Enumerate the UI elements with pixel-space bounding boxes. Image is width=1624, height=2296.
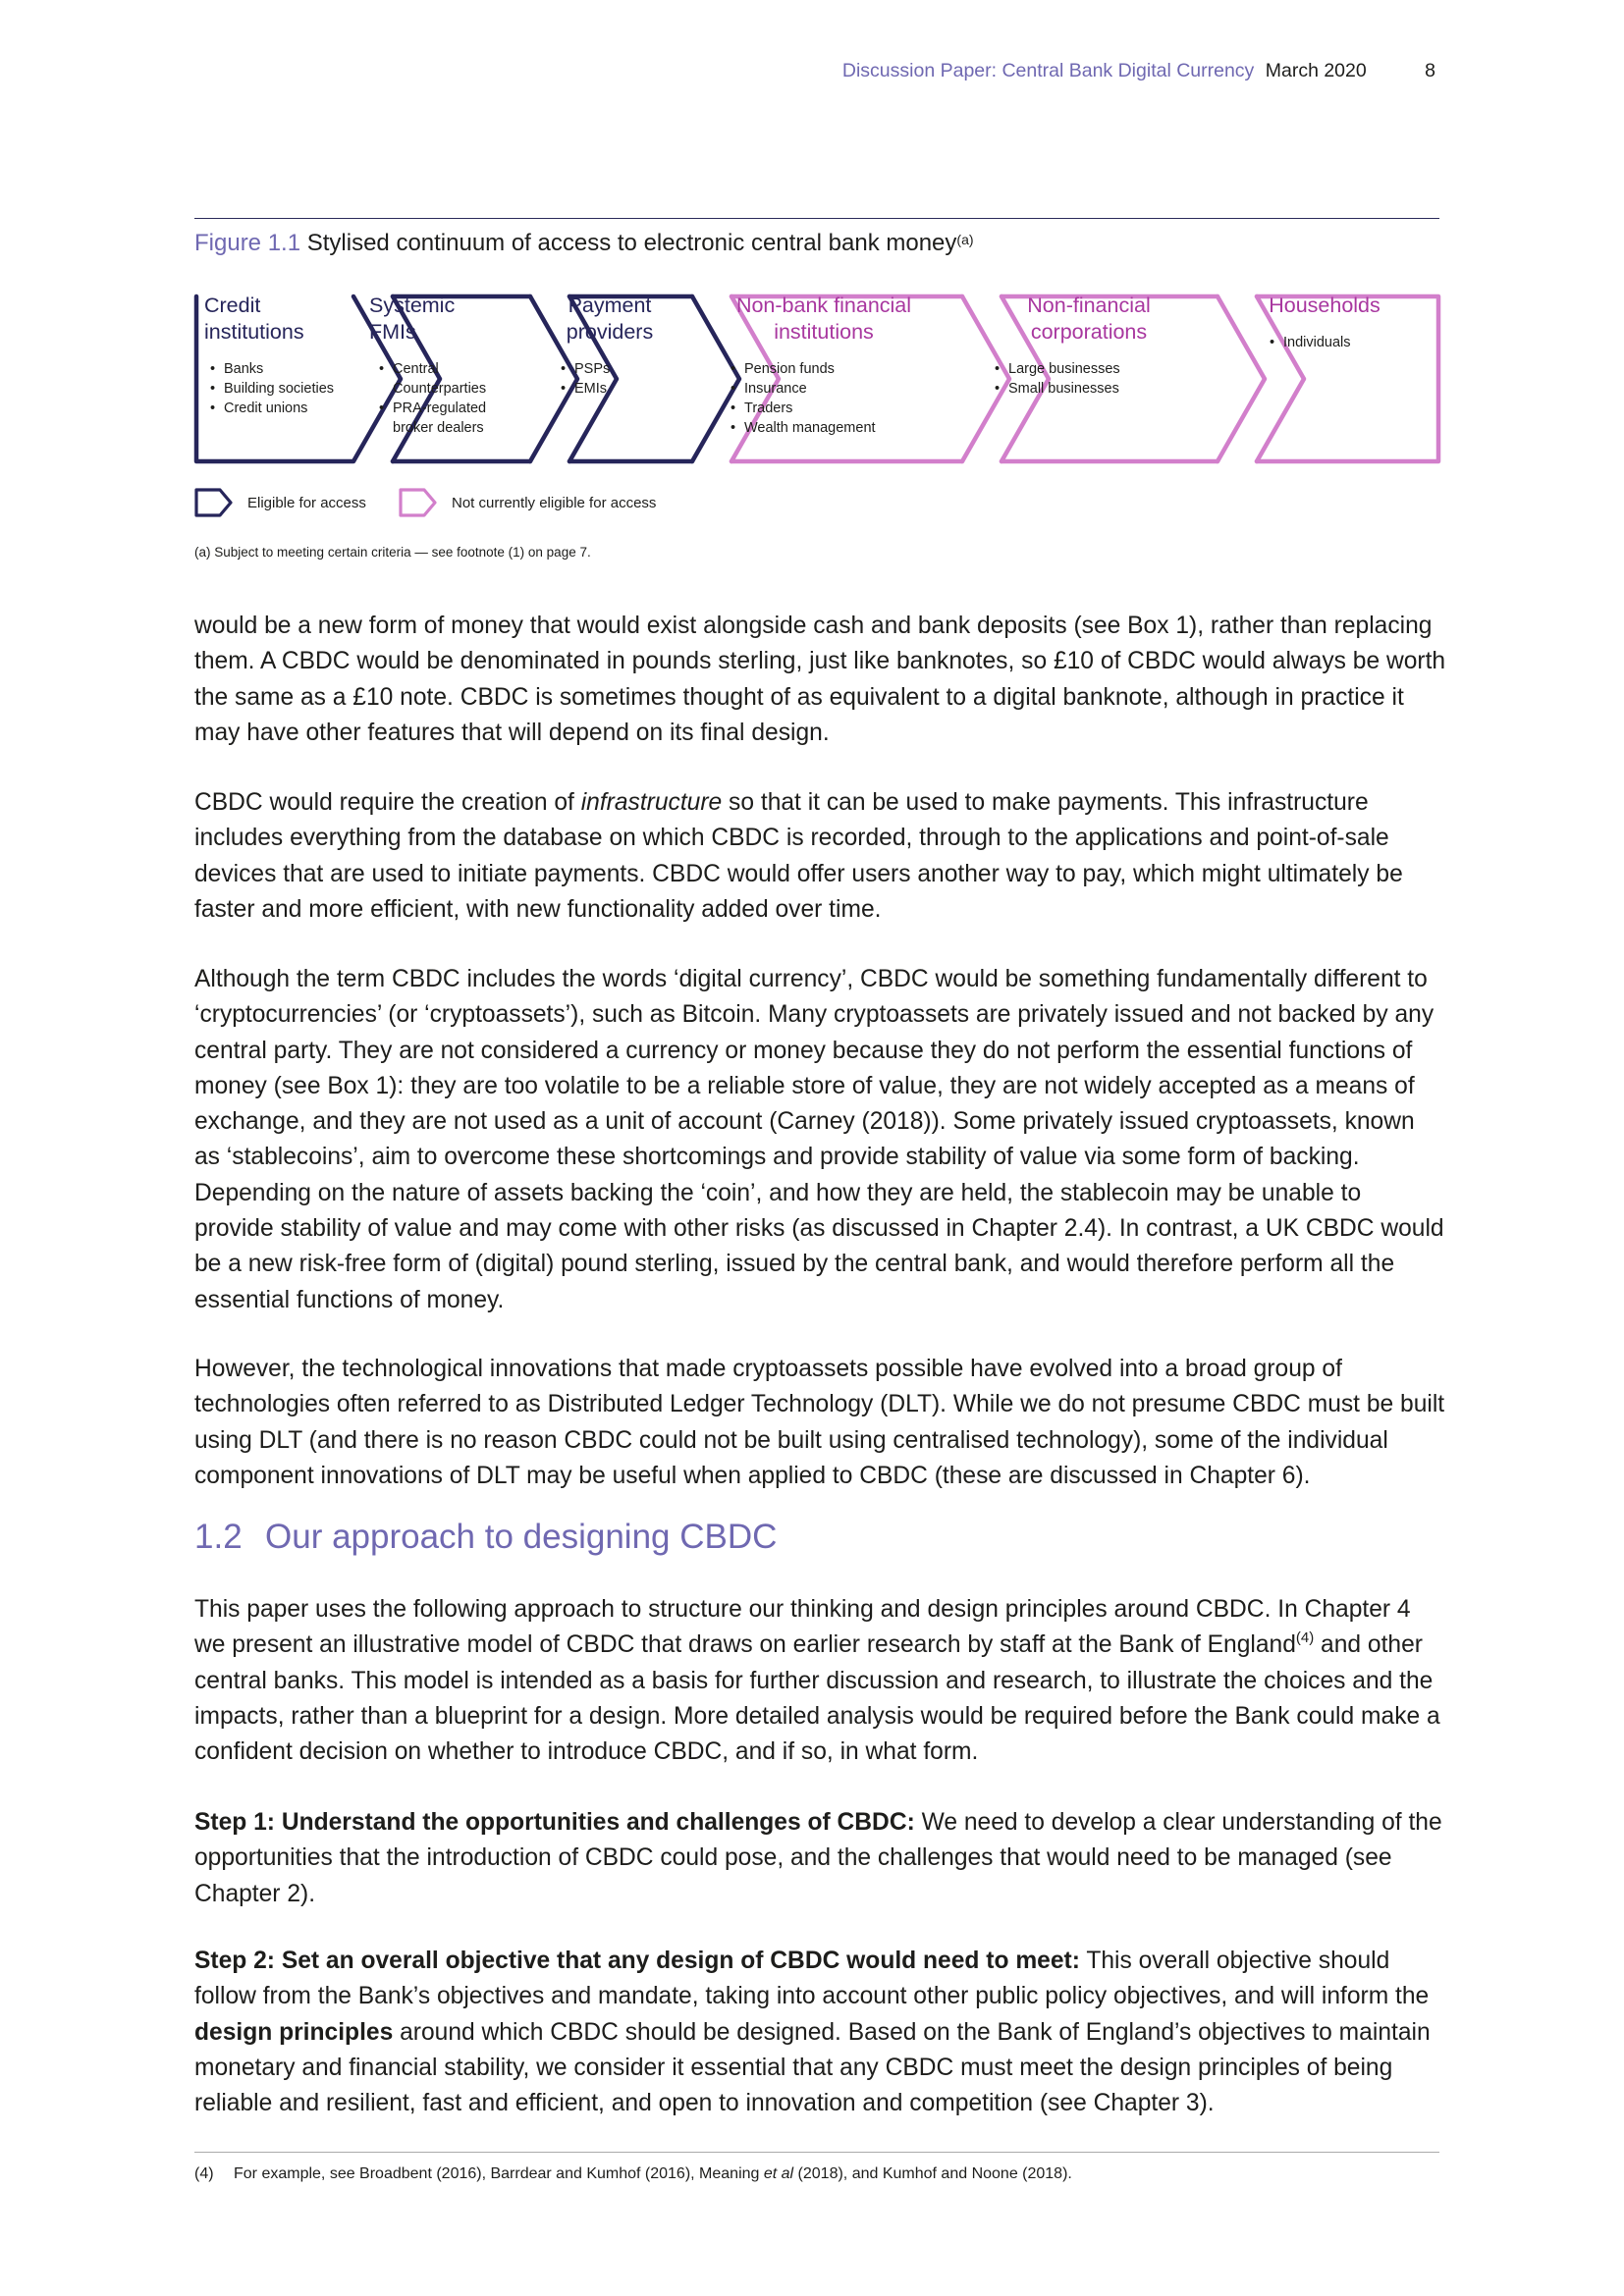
category-title-line: Non-financial — [1027, 294, 1151, 317]
category-item: • Insurance — [731, 379, 897, 399]
section-paragraph-step-2: Step 2: Set an overall objective that any design of CBDC would need to meet: This overall objective should follow from the Bank’s objectives and mandate, taking into account other public policy objectives, and will inform the design principles around which CBDC should be designed. Based on the Bank of England’s objectives to maintain monetary and financial stability, we consider it essential that any CBDC must meet the design principles of being reliable and resilient, fast and efficient, and open to innovation and competition (see Chapter 3). — [194, 1948, 1431, 2117]
category-title-line: providers — [566, 320, 654, 344]
category-items-credit-institutions — [210, 359, 377, 418]
category-title-line: Systemic — [369, 294, 456, 317]
section-title: Our approach to designing CBDC — [265, 1518, 778, 1556]
category-title-line: Non-bank financial — [735, 294, 912, 317]
category-item: • Central Counterparties — [379, 359, 495, 399]
legend-eligible-label: Eligible for access — [247, 494, 366, 511]
paragraph-1: would be a new form of money that would exist alongside cash and bank deposits (see Box 1), rather than replacing them. A CBDC would be denominated in pounds sterling, just like banknotes, so £10 of CBDC would always be worth the same as a £10 note. CBDC is sometimes thought of as equivalent to a digital banknote, although in practice it may have other features that will depend on its final design. — [194, 613, 1446, 746]
category-item: • Pension funds — [731, 359, 897, 379]
category-items-non-financial-corporations — [995, 359, 1162, 399]
category-title-line: institutions — [204, 320, 304, 344]
section-heading — [194, 1518, 777, 1557]
running-header — [842, 60, 1435, 82]
category-title-line: institutions — [774, 320, 874, 344]
category-items-payment-providers — [561, 359, 728, 399]
category-title-line: Payment — [568, 294, 652, 317]
chevron-outline-6 — [1257, 296, 1438, 461]
page-number: 8 — [1425, 60, 1435, 81]
category-item: • Large businesses — [995, 359, 1162, 379]
category-item: • Building societies — [210, 379, 377, 399]
category-item: • PRA-regulated broker dealers — [379, 399, 495, 438]
category-items-non-bank-financial-institutions — [731, 359, 897, 438]
category-title-line: Credit — [204, 294, 261, 317]
category-title-line: corporations — [1030, 320, 1148, 344]
category-item: • PSPs — [561, 359, 728, 379]
category-item: • Small businesses — [995, 379, 1162, 399]
not-eligible-swatch-icon — [399, 488, 438, 517]
category-item: • Banks — [210, 359, 377, 379]
document-title: Discussion Paper: Central Bank Digital Currency — [841, 60, 1255, 81]
paragraph-3: Although the term CBDC includes the words ‘digital currency’, CBDC would be something fundamentally different to ‘cryptocurrencies’ (or ‘cryptoassets’), such as Bitcoin. Many cryptoassets are privately issued and not backed by any central party. They are not considered a currency or money because they do not perform the essential functions of money (see Box 1): they are too volatile to be a reliable store of value, they are not widely accepted as a means of exchange, and they are not used as a unit of account (Carney (2018)). Some privately issued cryptoassets, known as ‘stablecoins’, aim to overcome these shortcomings and provide stability of value via some form of backing. Depending on the nature of assets backing the ‘coin’, and how they are held, the stablecoin may be unable to provide stability of value and may come with other risks (as discussed in Chapter 2.4). In contrast, a UK CBDC would be a new risk-free form of (digital) pound sterling, issued by the central bank, and would therefore perform all the essential functions of money. — [194, 966, 1444, 1313]
paragraph-2: CBDC would require the creation of infrastructure so that it can be used to make payments. This infrastructure includes everything from the database on which CBDC is recorded, through to the applications and point-of-sale devices that are used to initiate payments. CBDC would offer users another way to pay, which might ultimately be faster and more efficient, with new functionality added over time. — [194, 789, 1403, 923]
category-item: • Traders — [731, 399, 897, 418]
figure-note-ref: (a) — [956, 232, 974, 247]
figure-caption: Stylised continuum of access to electronic central bank money — [306, 230, 957, 256]
category-title-non-financial-corporations — [996, 293, 1182, 346]
figure-title — [194, 230, 974, 257]
section-number: 1.2 — [194, 1518, 243, 1556]
footnote-number: (4) — [194, 2165, 214, 2182]
category-title-credit-institutions — [204, 293, 352, 346]
footnote — [194, 2165, 1072, 2183]
legend-eligible — [194, 488, 366, 517]
paragraph-4: However, the technological innovations that made cryptoassets possible have evolved into a broad group of technologies often referred to as Distributed Ledger Technology (DLT). While we do not presume CBDC must be built using DLT (and there is no reason CBDC could not be built using centralised technology), some of the individual component innovations of DLT may be useful when applied to CBDC (these are discussed in Chapter 6). — [194, 1356, 1445, 1489]
category-item: • Credit unions — [210, 399, 377, 418]
category-title-non-bank-financial-institutions — [721, 293, 927, 346]
section-paragraph-1: This paper uses the following approach to structure our thinking and design principles around CBDC. In Chapter 4 we present an illustrative model of CBDC that draws on earlier research by staff at the Bank of England$^{(4)}$ and other central banks. This model is intended as a basis for further discussion and research, to illustrate the choices and the impacts, rather than a blueprint for a design. More detailed analysis would be required before the Bank could make a confident decision on whether to introduce CBDC, and if so, in what form. — [194, 1596, 1440, 1766]
category-items-households — [1270, 333, 1436, 352]
category-title-line: Households — [1269, 294, 1380, 317]
legend-not-eligible — [399, 488, 656, 517]
category-title-systemic-fmis — [369, 293, 516, 346]
footnote-rule — [194, 2152, 1439, 2153]
category-title-households — [1241, 293, 1408, 319]
section-paragraph-step-1: Step 1: Understand the opportunities and challenges of CBDC: We need to develop a clear understanding of the opportunities that the introduction of CBDC could pose, and the challenges that would need to be managed (see Chapter 2). — [194, 1809, 1442, 1907]
category-item: • EMIs — [561, 379, 728, 399]
legend-not-eligible-label: Not currently eligible for access — [452, 494, 657, 511]
figure-label: Figure 1.1 — [194, 230, 301, 256]
figure-note: (a) Subject to meeting certain criteria — see footnote (1) on page 7. — [194, 545, 591, 560]
eligible-swatch-icon — [194, 488, 234, 517]
chevron-tip-5 — [1218, 296, 1265, 461]
footnote-text: For example, see Broadbent (2016), Barrdear and Kumhof (2016), Meaning et al (2018), and Kumhof and Noone (2018). — [234, 2165, 1072, 2182]
category-item: • Individuals — [1270, 333, 1436, 352]
figure-top-rule — [194, 218, 1439, 219]
category-title-line: FMIs — [369, 320, 416, 344]
category-items-systemic-fmis — [379, 359, 495, 438]
category-title-payment-providers — [546, 293, 674, 346]
category-item: • Wealth management — [731, 418, 897, 438]
publication-date: March 2020 — [1265, 60, 1367, 81]
